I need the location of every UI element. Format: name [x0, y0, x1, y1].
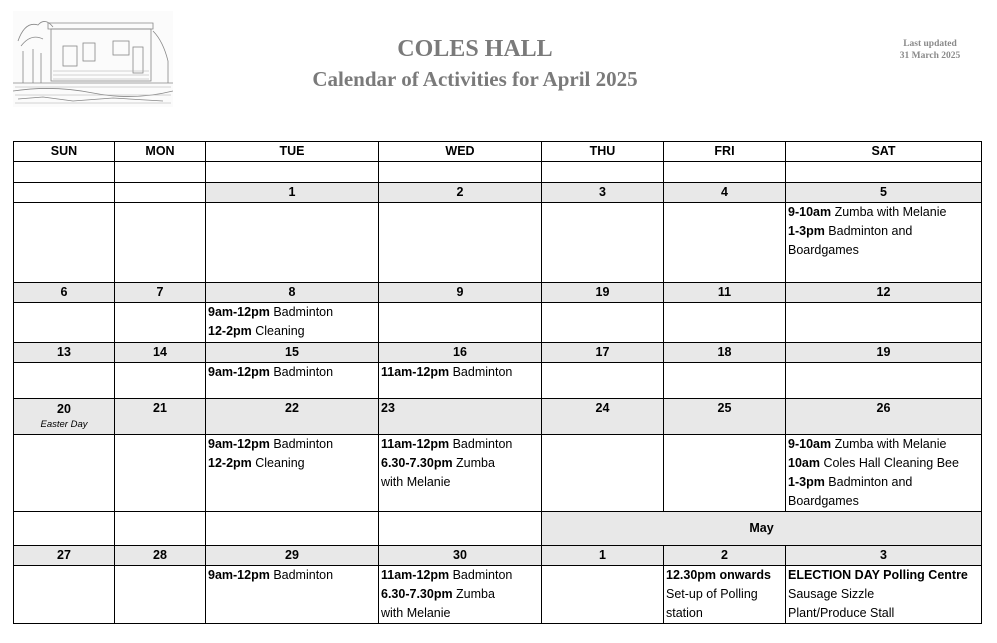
date-cell: 19	[786, 343, 982, 363]
date-cell: 23	[379, 399, 542, 435]
event-line: 10am Coles Hall Cleaning Bee	[788, 456, 959, 470]
events-cell	[379, 435, 542, 512]
week2-events-row	[14, 303, 982, 343]
events-cell	[379, 566, 542, 624]
event-line: 9am-12pm Badminton	[208, 365, 334, 379]
calendar-table	[13, 141, 982, 624]
event-line: with Melanie	[381, 475, 451, 489]
date-cell: 8	[206, 283, 379, 303]
date-cell: 3	[786, 546, 982, 566]
date-cell: 7	[115, 283, 206, 303]
spacer-row	[14, 162, 982, 183]
events-cell	[786, 435, 982, 512]
easter-day-note: Easter Day	[40, 419, 88, 430]
event-line: 12.30pm onwards	[666, 568, 771, 582]
day-header-sat: SAT	[786, 142, 982, 162]
events-cell	[786, 566, 982, 624]
event-line: 1-3pm Badminton and	[788, 224, 913, 238]
week1-events-row	[14, 203, 982, 283]
date-cell: 13	[14, 343, 115, 363]
week3-date-row	[14, 343, 982, 363]
may-banner: May	[542, 512, 982, 546]
week3-events-row	[14, 363, 982, 399]
date-cell: 22	[206, 399, 379, 435]
may-banner-row	[14, 512, 982, 546]
event-line: 9am-12pm Badminton	[208, 568, 334, 582]
date-cell: 21	[115, 399, 206, 435]
day-header-row	[14, 142, 982, 162]
event-line: 9am-12pm Badminton	[208, 437, 334, 451]
event-line: 11am-12pm Badminton	[381, 437, 513, 451]
page-subtitle: Calendar of Activities for April 2025	[312, 67, 638, 91]
date-cell: 19	[542, 283, 664, 303]
event-line: Sausage Sizzle	[788, 587, 875, 601]
date-cell	[115, 183, 206, 203]
last-updated-label: Last updated	[903, 39, 957, 49]
date-cell: 29	[206, 546, 379, 566]
event-line: 9am-12pm Badminton	[208, 305, 334, 319]
week4-date-row	[14, 399, 982, 435]
events-cell	[206, 566, 379, 624]
date-cell: 2	[379, 183, 542, 203]
day-header-mon: MON	[115, 142, 206, 162]
week5-date-row	[14, 546, 982, 566]
events-cell	[664, 566, 786, 624]
last-updated	[880, 38, 980, 62]
date-cell: 1	[206, 183, 379, 203]
week1-date-row	[14, 183, 982, 203]
events-cell	[206, 303, 379, 343]
events-cell	[206, 435, 379, 512]
date-cell: 15	[206, 343, 379, 363]
week5-events-row	[14, 566, 982, 624]
date-cell: 27	[14, 546, 115, 566]
date-cell: 4	[664, 183, 786, 203]
date-cell: 6	[14, 283, 115, 303]
date-cell: 20 Easter Day	[14, 399, 115, 435]
date-cell: 16	[379, 343, 542, 363]
event-line: Plant/Produce Stall	[788, 606, 895, 620]
date-cell: 5	[786, 183, 982, 203]
event-line: with Melanie	[381, 606, 451, 620]
week2-date-row	[14, 283, 982, 303]
day-header-tue: TUE	[206, 142, 379, 162]
day-header-wed: WED	[379, 142, 542, 162]
week4-events-row	[14, 435, 982, 512]
event-line: 9-10am Zumba with Melanie	[788, 437, 947, 451]
date-cell: 26	[786, 399, 982, 435]
day-header-fri: FRI	[664, 142, 786, 162]
date-cell: 11	[664, 283, 786, 303]
events-cell	[206, 363, 379, 399]
events-cell	[379, 363, 542, 399]
hall-sketch-logo	[13, 11, 173, 107]
event-line: Boardgames	[788, 494, 859, 508]
events-cell	[786, 203, 982, 283]
last-updated-date: 31 March 2025	[899, 51, 961, 61]
event-line: 11am-12pm Badminton	[381, 365, 513, 379]
date-cell: 2	[664, 546, 786, 566]
date-cell: 18	[664, 343, 786, 363]
event-line: 6.30-7.30pm Zumba	[381, 456, 495, 470]
event-line: 12-2pm Cleaning	[208, 324, 305, 338]
date-cell: 30	[379, 546, 542, 566]
event-line: 12-2pm Cleaning	[208, 456, 305, 470]
day-header-sun: SUN	[14, 142, 115, 162]
date-cell: 17	[542, 343, 664, 363]
date-cell: 25	[664, 399, 786, 435]
event-line: station	[666, 606, 703, 620]
event-line: ELECTION DAY Polling Centre	[788, 568, 968, 582]
date-cell: 3	[542, 183, 664, 203]
page-title: COLES HALL	[397, 36, 553, 62]
event-line: 6.30-7.30pm Zumba	[381, 587, 495, 601]
date-cell: 28	[115, 546, 206, 566]
event-line: Boardgames	[788, 243, 859, 257]
date-cell: 12	[786, 283, 982, 303]
event-line: 9-10am Zumba with Melanie	[788, 205, 947, 219]
event-line: 1-3pm Badminton and	[788, 475, 913, 489]
event-line: Set-up of Polling	[666, 587, 758, 601]
day-header-thu: THU	[542, 142, 664, 162]
date-cell	[14, 183, 115, 203]
date-cell: 1	[542, 546, 664, 566]
date-cell: 9	[379, 283, 542, 303]
date-cell: 24	[542, 399, 664, 435]
event-line: 11am-12pm Badminton	[381, 568, 513, 582]
date-cell: 14	[115, 343, 206, 363]
